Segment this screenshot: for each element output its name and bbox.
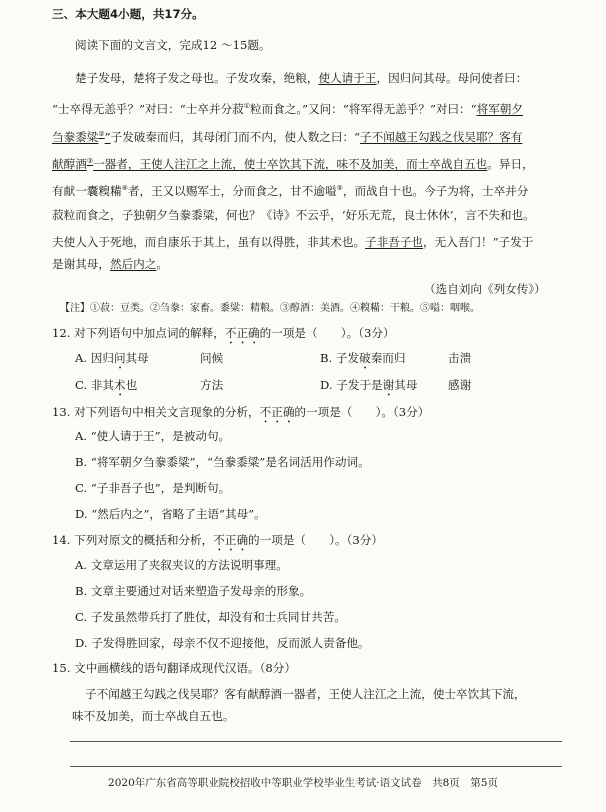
underlined-sentence: 然后内之 (109, 257, 157, 271)
q14-option-d: D. 子发得胜回家，母亲不仅不迎接他，反而派人责备他。 (75, 636, 370, 650)
passage-line-6: 菽粒而食之，子独朝夕刍豢黍粱，何也？《诗》不云乎，‘好乐无荒，良士休休’，言不失和也。 (52, 208, 535, 222)
passage-line-5: 有献一囊糗糒④者，王又以赐军士，分而食之，甘不逾嗌⑤，而战自十也。今子为将，士卒并分 (52, 183, 529, 198)
q12-option-c-gloss: 方法 (200, 378, 224, 392)
q13-option-a: A. “使人请于王”，是被动句。 (75, 429, 231, 443)
q15-sentence-line-1: 子不闻越王勾践之伐吴耶？客有献醇酒一器者，王使人注江之上流，使士卒饮其下流， (85, 687, 526, 701)
q12-option-b: B. 子发破秦而归 (320, 351, 406, 365)
q14-option-b: B. 文章主要通过对话来塑造子发母亲的形象。 (75, 584, 312, 598)
q12-option-a: A. 因归问其母 (75, 351, 149, 365)
q12-option-d: D. 子发于是谢其母 (320, 378, 418, 392)
question-13-stem: 13. 对下列语句中相关文言现象的分析，不正确的一项是（ ）。（3分） (52, 405, 430, 419)
underlined-sentence: 使人请于王 (318, 71, 377, 85)
underlined-sentence: 子非吾子也 (365, 235, 424, 249)
q12-option-c: C. 非其术也 (75, 378, 138, 392)
passage-line-4: 献醇酒③一器者，王使人注江之上流，使士卒饮其下流，味不及加美，而士卒战自五也。异日， (52, 156, 534, 171)
intro-text: 阅读下面的文言文，完成12 ～15题。 (75, 38, 271, 52)
answer-line-1 (70, 741, 562, 742)
source-citation: （选自刘向《列女传》） (424, 282, 546, 296)
page-footer: 2020年广东省高等职业院校招收中等职业学校毕业生考试·语文试卷 共8页 第5页 (108, 777, 498, 789)
q12-option-d-gloss: 感谢 (448, 378, 472, 392)
q13-option-d: D. “然后内之”，省略了主语“其母”。 (75, 507, 266, 521)
passage-line-1: 楚子发母，楚将子发之母也。子发攻秦，绝粮，使人请于王，因归问其母。母问使者曰： (75, 71, 528, 85)
q14-option-a: A. 文章运用了夹叙夹议的方法说明事理。 (75, 558, 288, 572)
q12-option-a-gloss: 问候 (200, 351, 224, 365)
question-15-stem: 15. 文中画横线的语句翻译成现代汉语。（8分） (52, 661, 296, 675)
passage-line-2: “士卒得无恙乎？”对曰：“士卒并分菽①粒而食之。”又问：“将军得无恙乎？”对曰：“将军朝夕 (52, 101, 523, 116)
q13-option-b: B. “将军朝夕刍豢黍粱”，“刍豢黍粱”是名词活用作动词。 (75, 455, 370, 469)
passage-line-8: 是谢其母，然后内之。 (52, 257, 168, 271)
q14-option-c: C. 子发虽然带兵打了胜仗，却没有和士兵同甘共苦。 (75, 610, 346, 624)
passage-line-7: 夫使人入于死地，而自康乐于其上，虽有以得胜，非其术也。子非吾子也，无入吾门！”子发于 (52, 235, 534, 249)
q12-option-b-gloss: 击溃 (448, 351, 472, 365)
annotation-notes: 【注】①菽：豆类。②刍豢：家畜。黍粱：精粮。③醇酒：美酒。④糗糒：干粮。⑤嗌：咽喉。 (60, 303, 480, 314)
section-title: 三、本大题4小题，共17分。 (52, 7, 204, 21)
q13-option-c: C. “子非吾子也”，是判断句。 (75, 481, 231, 495)
question-12-stem: 12. 对下列语句中加点词的解释，不正确的一项是（ ）。（3分） (52, 326, 395, 340)
q15-sentence-line-2: 味不及加美，而士卒战自五也。 (72, 709, 235, 723)
passage-line-3: 刍豢黍粱②”子发破秦而归，其母闭门而不内，使人数之曰：“子不闻越王勾践之伐吴耶？客有 (52, 129, 523, 144)
underlined-sentence: 将军朝夕 (476, 101, 523, 116)
underlined-sentence: 子不闻越王勾践之伐吴耶？客有 (360, 129, 523, 144)
question-14-stem: 14. 下列对原文的概括和分析，不正确的一项是（ ）。（3分） (52, 533, 383, 547)
answer-line-2 (70, 766, 562, 767)
